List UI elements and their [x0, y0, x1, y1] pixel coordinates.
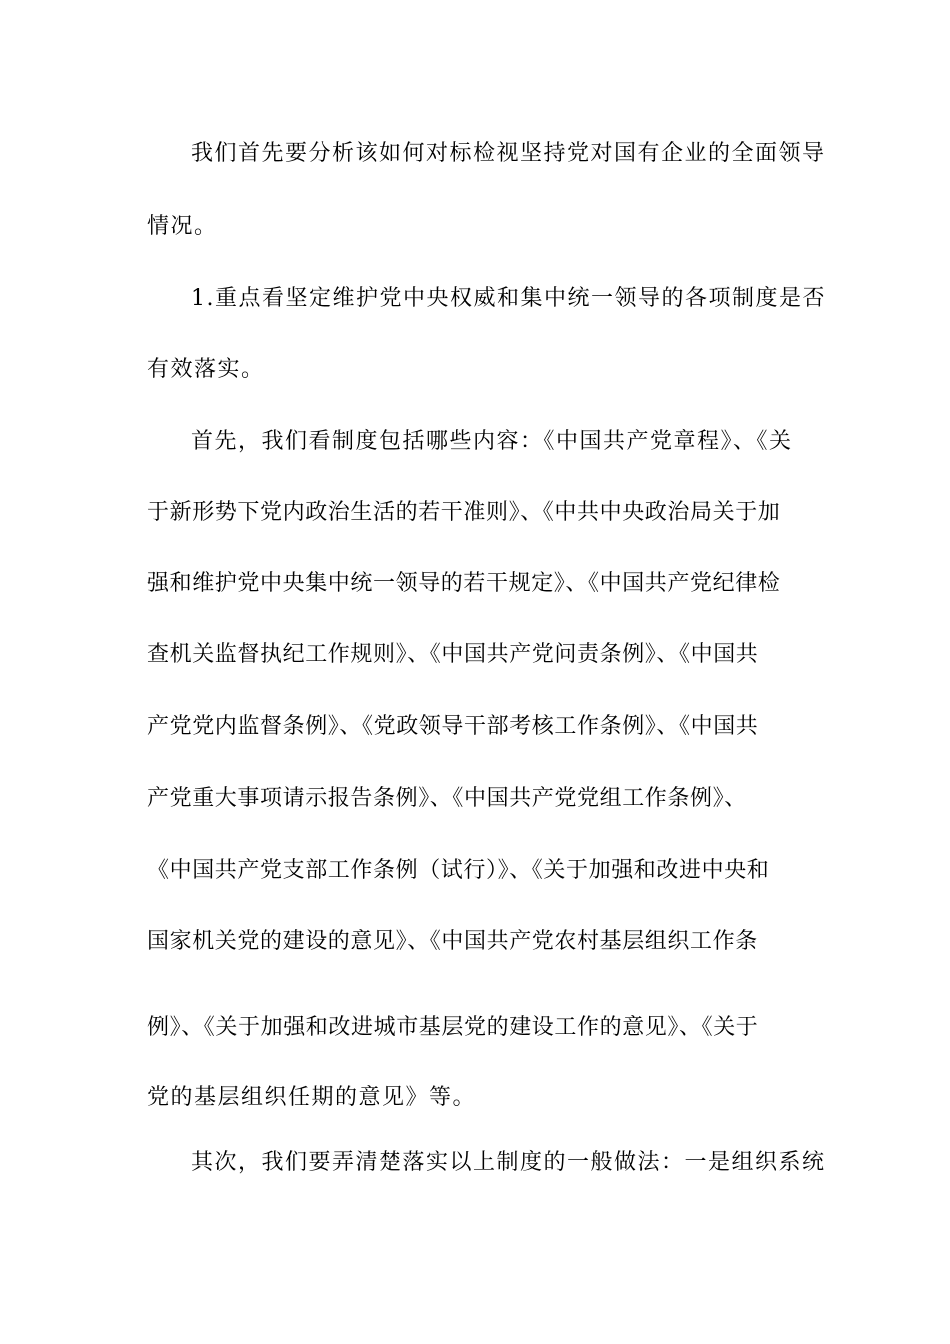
paragraph-line: 查机关监督执纪工作规则》、《中国共产党问责条例》、《中国共 [147, 642, 759, 667]
paragraph-line: 情况。 [147, 214, 218, 239]
paragraph-line: 产党党内监督条例》、《党政领导干部考核工作条例》、《中国共 [147, 714, 759, 739]
paragraph-line: 我们首先要分析该如何对标检视坚持党对国有企业的全面领导 [191, 141, 826, 166]
paragraph-line: 《中国共产党支部工作条例（试行）》、《关于加强和改进中央和 [147, 858, 770, 883]
paragraph-line: 首先，我们看制度包括哪些内容：《中国共产党章程》、《关 [191, 429, 793, 454]
paragraph-line: 1.重点看坚定维护党中央权威和集中统一领导的各项制度是否 [191, 286, 826, 311]
paragraph-line: 于新形势下党内政治生活的若干准则》、《中共中央政治局关于加 [147, 500, 781, 525]
paragraph-line: 党的基层组织任期的意见》等。 [147, 1085, 477, 1110]
paragraph-line: 强和维护党中央集中统一领导的若干规定》、《中国共产党纪律检 [147, 571, 781, 596]
paragraph-line: 其次，我们要弄清楚落实以上制度的一般做法：一是组织系统 [191, 1150, 826, 1175]
paragraph-line: 例》、《关于加强和改进城市基层党的建设工作的意见》、《关于 [147, 1015, 759, 1040]
paragraph-line: 产党重大事项请示报告条例》、《中国共产党党组工作条例》、 [147, 786, 747, 811]
paragraph-line: 国家机关党的建设的意见》、《中国共产党农村基层组织工作条 [147, 929, 758, 954]
paragraph-line: 有效落实。 [147, 357, 265, 382]
